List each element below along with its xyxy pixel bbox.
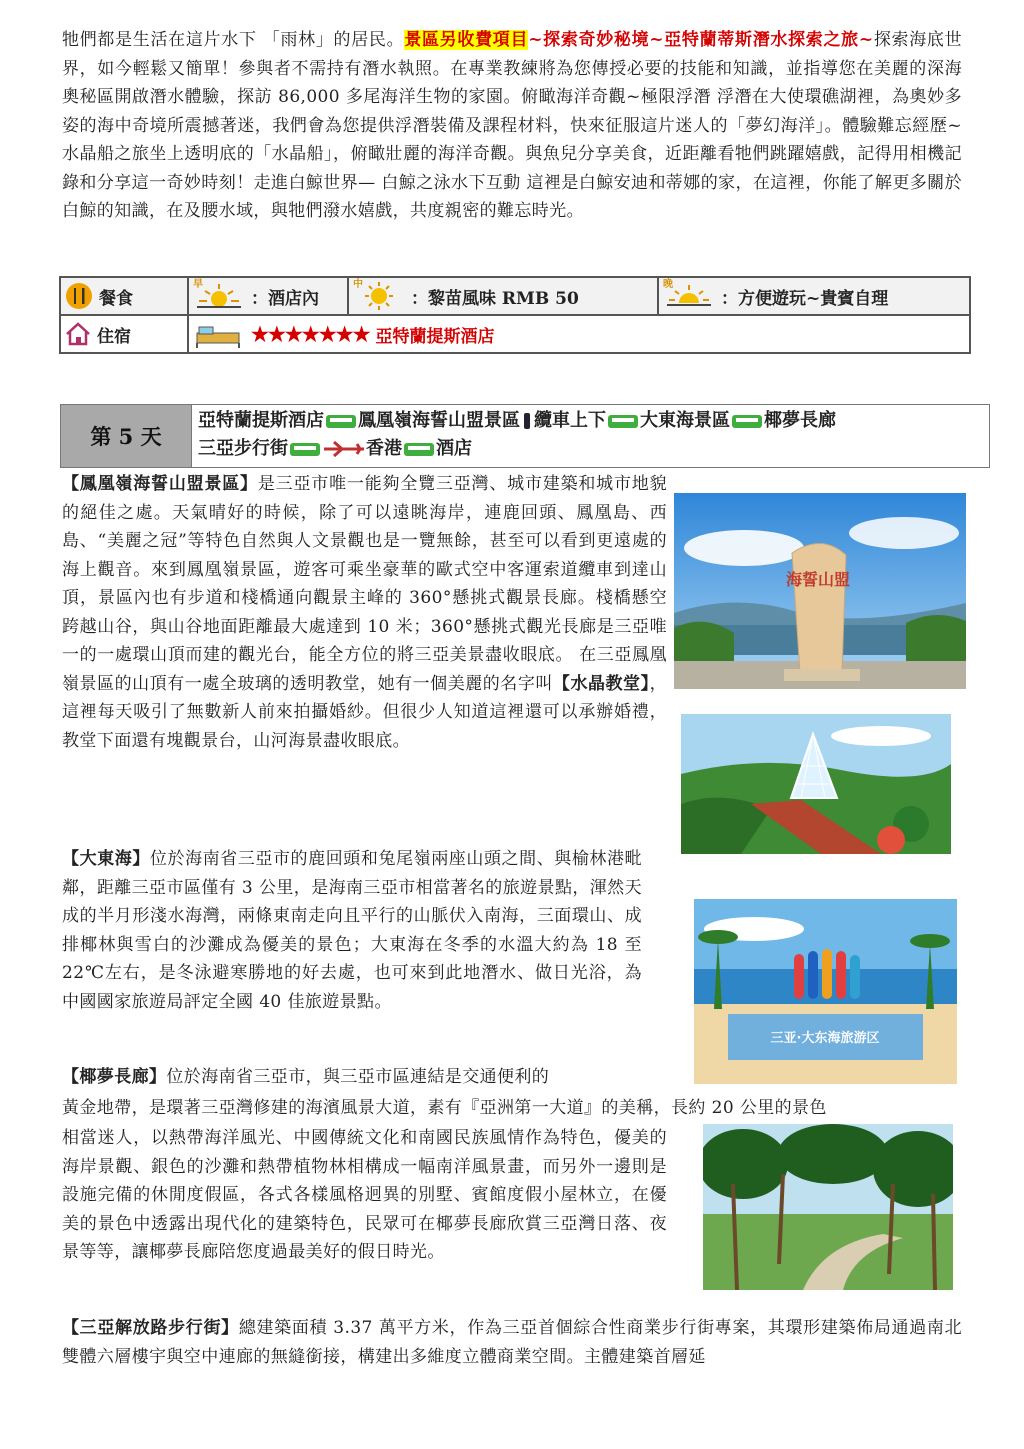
walking-street-text: 總建築面積 3.37 萬平方米，作為三亞首個綜合性商業步行街專案，其環形建築佈局通過南北雙體六層樓宇與空中連廊的無縫銜接，構建出多維度立體商業空間。主體建築首層延	[62, 1318, 963, 1367]
lunch-text: ：黎苗風味 RMB 50	[411, 288, 579, 309]
house-icon	[65, 322, 91, 346]
coconut-corridor-photo	[703, 1124, 953, 1290]
diving-title: ~探索奇妙秘境~亞特蘭蒂斯潛水探索之旅~	[528, 30, 874, 50]
crystal-text-pre: 在三亞鳳凰嶺景區的山頂有一處全玻璃的透明教堂，她有一個美麗的名字叫	[62, 645, 667, 694]
fenghuang-monument-photo	[674, 493, 966, 689]
route-stop: 三亞步行街	[198, 438, 288, 459]
bus-icon	[326, 415, 356, 428]
yemeng-title: 【椰夢長廊】	[62, 1067, 167, 1087]
yemeng-line2: 黃金地帶，是環著三亞灣修建的海濱風景大道，素有『亞洲第一大道』的美稱，長約 20 公里的景色	[62, 1098, 827, 1118]
route-stop: 亞特蘭提斯酒店	[198, 410, 324, 431]
lodging-label-cell	[60, 315, 188, 353]
day-label: 第 5 天	[61, 405, 192, 467]
lodging-cell	[188, 315, 970, 353]
walking-street-section	[62, 1314, 962, 1371]
dinner-text: ：方便遊玩~貴賓自理	[721, 288, 889, 309]
crystal-text-post: ，這裡每天吸引了無數新人前來拍攝婚紗。但很少人知道這裡還可以承辦婚禮，教堂下面還有塊觀景台，山河海景盡收眼底。	[62, 673, 668, 751]
day-route	[192, 405, 989, 467]
yemeng-text-1: 位於海南省三亞市，與三亞市區連結是交通便利的	[166, 1067, 550, 1087]
cable-car-icon	[524, 413, 530, 429]
dinner-cell	[658, 277, 970, 315]
breakfast-text: ：酒店內	[251, 288, 319, 309]
dadonghai-beach-photo	[694, 899, 957, 1084]
dining-icon	[65, 282, 93, 310]
hotel-name: 亞特蘭提斯酒店	[375, 326, 495, 347]
route-stop: 椰夢長廊	[764, 410, 836, 431]
yemeng-line1	[62, 1063, 642, 1092]
meal-label-cell	[60, 277, 188, 315]
lunch-sun-icon: 中	[353, 281, 405, 311]
bus-icon	[404, 443, 434, 456]
breakfast-sun-icon: 早	[193, 281, 245, 311]
bus-icon	[608, 415, 638, 428]
route-stop: 纜車上下	[534, 410, 606, 431]
fenghuang-text: 是三亞市唯一能夠全覽三亞灣、城市建築和城市地貌的絕佳之處。天氣晴好的時候，除了可以遠眺海岸，連鹿回頭、鳳凰島、西島、“美麗之冠”等特色自然與人文景觀也是一覽無餘，甚至可以看到更遠處的海上觀音。來到鳳凰嶺景區，遊客可乘坐豪華的歐式空中客運索道纜車到達山頂，景區內也有步道和棧橋通向觀景主峰的 360°懸挑式觀景長廊。棧橋懸空跨越山谷，與山谷地面距離最大處達到 10 米；360°懸挑式觀光長廊是三亞唯一的一處環山頂而建的觀光台，能全方位的將三亞美景盡收眼底。	[62, 474, 668, 665]
bus-icon	[290, 443, 320, 456]
fenghuang-title: 【鳳凰嶺海誓山盟景區】	[62, 474, 258, 494]
fenghuang-section	[62, 470, 667, 755]
intro-text-1: 牠們都是生活在這片水下 「雨林」的居民。	[62, 30, 405, 50]
lodging-label: 住宿	[97, 326, 131, 347]
monument-inscription: 海誓山盟	[785, 570, 851, 589]
yemeng-text-3: 相當迷人，以熱帶海洋風光、中國傳統文化和南國民族風情作為特色，優美的海岸景觀、銀色的沙灘和熱帶植物林相構成一幅南洋風景畫，而另外一邊則是設施完備的休閒度假區，各式各樣風格迥異的別墅、賓館度假小屋林立，在優美的景色中透露出現代化的建築特色，民眾可在椰夢長廊欣賞三亞灣日落、夜景等等，讓椰夢長廊陪您度過最美好的假日時光。	[62, 1128, 667, 1262]
bed-icon	[193, 319, 245, 349]
dadonghai-section	[62, 845, 642, 1016]
extra-fee-highlight: 景區另收費項目	[404, 30, 529, 50]
beach-sign-text: 三亚·大东海旅游区	[770, 1031, 880, 1046]
walking-street-title: 【三亞解放路步行街】	[62, 1318, 239, 1338]
lunch-cell	[348, 277, 658, 315]
meals-table	[59, 276, 971, 354]
airplane-icon	[322, 441, 366, 457]
crystal-church-photo	[681, 714, 951, 854]
route-stop: 酒店	[436, 438, 472, 459]
crystal-church-title: 【水晶教堂】	[552, 673, 650, 694]
meal-label: 餐食	[99, 288, 133, 309]
dinner-sun-icon: 晚	[663, 281, 715, 311]
day-header	[60, 404, 990, 468]
route-stop: 鳳凰嶺海誓山盟景區	[358, 410, 520, 431]
intro-paragraph	[62, 26, 962, 226]
route-stop: 香港	[366, 438, 402, 459]
intro-text-2: 探索海底世界，如今輕鬆又簡單！參與者不需持有潛水執照。在專業教練將為您傳授必要的技能和知識，並指導您在美麗的深海奧秘區開啟潛水體驗，探訪 86,000 多尾海洋生物的家園。俯瞰海洋奇觀~極限浮潛 浮潛在大使環礁湖裡，為奧妙多姿的海中奇境所震撼著迷，我們會為您提供浮潛裝備及課程材料，快來征服這片迷人的「夢幻海洋」。體驗難忘經歷~水晶船之旅坐上透明底的「水晶船」，俯瞰壯麗的海洋奇觀。與魚兒分享美食，近距離看牠們跳躍嬉戲，記得用相機記錄和分享這一奇妙時刻！走進白鯨世界— 白鯨之泳水下互動 這裡是白鯨安迪和蒂娜的家，在這裡，你能了解更多關於白鯨的知識，在及腰水域，與牠們潑水嬉戲，共度親密的難忘時光。	[62, 30, 963, 221]
dadonghai-title: 【大東海】	[62, 849, 150, 869]
hotel-stars: ★★★★★★★	[251, 322, 370, 346]
route-stop: 大東海景區	[640, 410, 730, 431]
dadonghai-text: 位於海南省三亞市的鹿回頭和兔尾嶺兩座山頭之間、與榆林港毗鄰，距離三亞市區僅有 3 公里，是海南三亞市相當著名的旅遊景點，渾然天成的半月形淺水海灣，兩條東南走向且平行的山脈伏入南海，三面環山、成排椰林與雪白的沙灘成為優美的景色；大東海在冬季的水溫大約為 18 至 22℃左右，是冬泳避寒勝地的好去處，也可來到此地潛水、做日光浴，為中國國家旅遊局評定全國 40 佳旅遊景點。	[62, 849, 642, 1012]
breakfast-cell	[188, 277, 348, 315]
bus-icon	[732, 415, 762, 428]
